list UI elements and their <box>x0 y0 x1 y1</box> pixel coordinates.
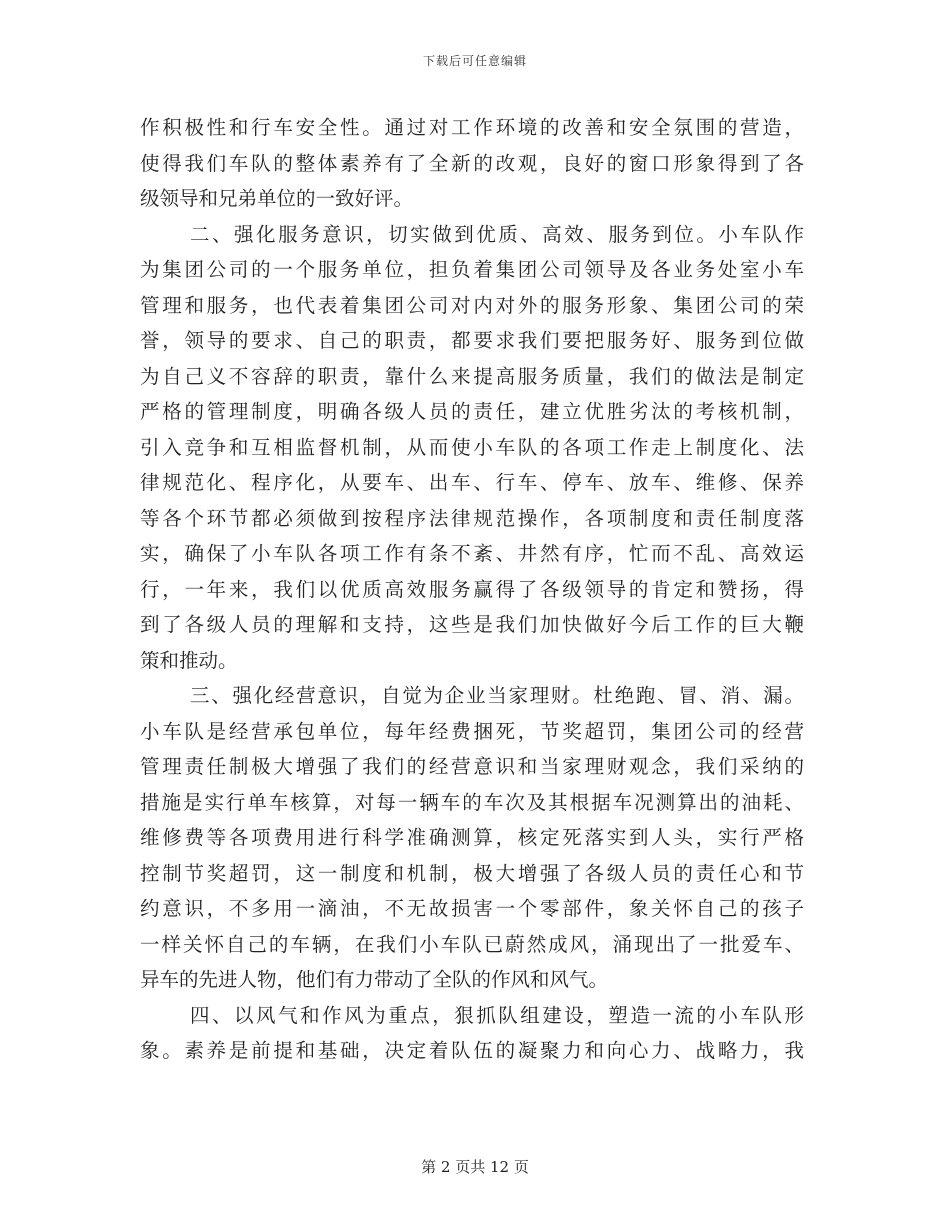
text-line: 为集团公司的一个服务单位，担负着集团公司领导及各业务处室小车 <box>140 258 804 281</box>
text-line: 为自己义不容辞的职责，靠什么来提高服务质量，我们的做法是制定 <box>140 364 804 388</box>
text-line: 象。素养是前提和基础，决定着队伍的凝聚力和向心力、战略力，我 <box>140 1039 804 1062</box>
text-line: 维修费等各项费用进行科学准确测算，核定死落实到人头，实行严格 <box>140 826 804 849</box>
text-line: 措施是实行单车核算，对每一辆车的车次及其根据车况测算出的油耗、 <box>140 790 804 814</box>
document-body <box>140 110 804 1069</box>
text-line: 一样关怀自己的车辆，在我们小车队已蔚然成风，涌现出了一批爱车、 <box>140 932 804 956</box>
text-line: 级领导和兄弟单位的一致好评。 <box>140 187 414 210</box>
section-heading-line: 四、以风气和作风为重点，狠抓队组建设，塑造一流的小车队形 <box>190 1003 804 1027</box>
text-line: 小车队是经营承包单位，每年经费捆死，节奖超罚，集团公司的经营 <box>140 719 804 743</box>
text-line: 严格的管理制度，明确各级人员的责任，建立优胜劣汰的考核机制， <box>140 400 804 423</box>
text-line: 策和推动。 <box>140 648 238 672</box>
text-line: 管理责任制极大增强了我们的经营意识和当家理财观念，我们采纳的 <box>140 755 804 778</box>
text-line: 使得我们车队的整体素养有了全新的改观，良好的窗口形象得到了各 <box>140 151 804 175</box>
text-line: 等各个环节都必须做到按程序法律规范操作，各项制度和责任制度落 <box>140 506 804 530</box>
text-line: 作积极性和行车安全性。通过对工作环境的改善和安全氛围的营造， <box>140 116 804 139</box>
section-heading-line: 三、强化经营意识，自觉为企业当家理财。杜绝跑、冒、消、漏。 <box>190 684 804 707</box>
text-line: 管理和服务，也代表着集团公司对内对外的服务形象、集团公司的荣 <box>140 293 804 317</box>
page-header-note: 下载后可任意编辑 <box>422 54 527 68</box>
section-heading-line: 二、强化服务意识，切实做到优质、高效、服务到位。小车队作 <box>190 222 804 246</box>
page-number: 第 2 页共 12 页 <box>421 1158 529 1176</box>
text-line: 行，一年来，我们以优质高效服务赢得了各级领导的肯定和赞扬，得 <box>140 577 804 601</box>
text-line: 实，确保了小车队各项工作有条不紊、井然有序，忙而不乱、高效运 <box>140 542 804 565</box>
text-line: 引入竞争和互相监督机制，从而使小车队的各项工作走上制度化、法 <box>140 435 804 459</box>
text-line: 控制节奖超罚，这一制度和机制，极大增强了各级人员的责任心和节 <box>140 861 804 885</box>
text-line: 律规范化、程序化，从要车、出车、行车、停车、放车、维修、保养 <box>140 471 804 494</box>
text-line: 异车的先进人物，他们有力带动了全队的作风和风气。 <box>140 968 609 991</box>
text-line: 到了各级人员的理解和支持，这些是我们加快做好今后工作的巨大鞭 <box>140 613 804 636</box>
text-line: 约意识，不多用一滴油，不无故损害一个零部件，象关怀自己的孩子 <box>140 897 804 920</box>
text-line: 誉，领导的要求、自己的职责，都要求我们要把服务好、服务到位做 <box>140 329 804 352</box>
